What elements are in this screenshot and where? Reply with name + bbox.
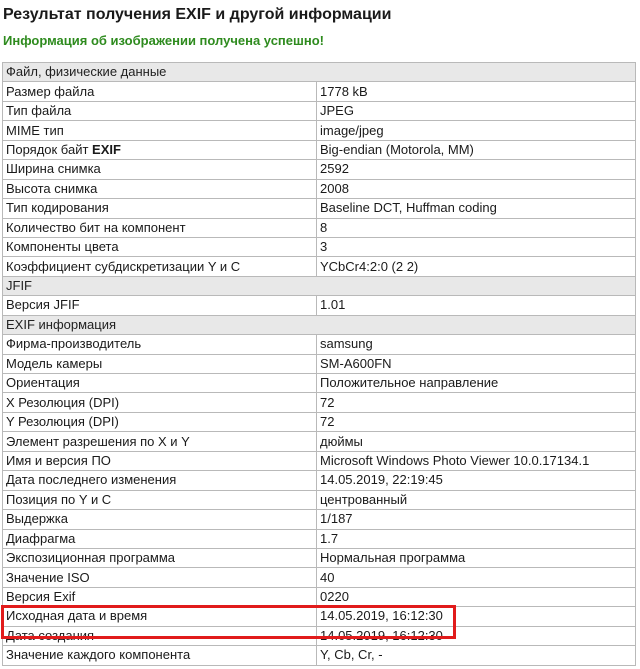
table-row [3, 432, 636, 451]
row-label [3, 432, 317, 451]
section-title: JFIF [3, 276, 636, 295]
row-label [3, 451, 317, 470]
row-value: Microsoft Windows Photo Viewer 10.0.17134.1 [317, 451, 636, 470]
row-label-text: Количество бит на компонент [6, 219, 186, 235]
row-label-text: Элемент разрешения по X и Y [6, 433, 190, 449]
table-row [3, 529, 636, 548]
row-label-text: Значение ISO [6, 569, 90, 585]
table-row [3, 471, 636, 490]
table-row [3, 451, 636, 470]
row-label-text: Выдержка [6, 511, 68, 527]
row-value: 1.01 [317, 296, 636, 315]
row-label [3, 354, 317, 373]
row-label [3, 510, 317, 529]
row-value: SM-A600FN [317, 354, 636, 373]
row-label-text: Диафрагма [6, 530, 76, 546]
section-title: EXIF информация [3, 315, 636, 334]
section-title: Файл, физические данные [3, 63, 636, 82]
row-value: 8 [317, 218, 636, 237]
row-label [3, 140, 317, 159]
row-label [3, 199, 317, 218]
table-row [3, 218, 636, 237]
page-title: Результат получения EXIF и другой информации [3, 6, 392, 23]
row-label [3, 237, 317, 256]
success-message: Информация об изображении получена успешно! [3, 33, 324, 48]
row-label-text: Размер файла [6, 83, 95, 99]
row-label-text: Фирма-производитель [6, 336, 142, 352]
table-row [3, 335, 636, 354]
row-label [3, 548, 317, 567]
row-value: 14.05.2019, 16:12:30 [317, 626, 636, 645]
exif-info-table [2, 62, 636, 666]
table-row [3, 354, 636, 373]
table-row [3, 121, 636, 140]
table-row [3, 140, 636, 159]
row-label-text: Версия Exif [6, 589, 76, 605]
row-label [3, 82, 317, 101]
row-label [3, 607, 317, 626]
row-value: JPEG [317, 101, 636, 120]
table-row [3, 257, 636, 276]
row-value: 14.05.2019, 22:19:45 [317, 471, 636, 490]
table-row [3, 548, 636, 567]
table-row [3, 393, 636, 412]
section-header [3, 315, 636, 334]
row-label-text: Тип файла [6, 103, 72, 119]
table-row [3, 490, 636, 509]
table-row [3, 179, 636, 198]
row-label [3, 393, 317, 412]
table-row [3, 199, 636, 218]
row-label-text: Высота снимка [6, 180, 98, 196]
row-label [3, 179, 317, 198]
row-label-text: Тип кодирования [6, 200, 109, 216]
row-label-text: Позиция по Y и C [6, 491, 112, 507]
row-value: 2008 [317, 179, 636, 198]
row-value: YCbCr4:2:0 (2 2) [317, 257, 636, 276]
row-label [3, 101, 317, 120]
row-label-text: X Резолюция (DPI) [6, 394, 120, 410]
row-label [3, 412, 317, 431]
table-row [3, 510, 636, 529]
table-row [3, 412, 636, 431]
row-value: 14.05.2019, 16:12:30 [317, 607, 636, 626]
section-header [3, 276, 636, 295]
row-label [3, 626, 317, 645]
table-row [3, 374, 636, 393]
table-row [3, 568, 636, 587]
table-row [3, 626, 636, 645]
row-value: 2592 [317, 160, 636, 179]
row-value: Big-endian (Motorola, MM) [317, 140, 636, 159]
row-label [3, 529, 317, 548]
row-label [3, 471, 317, 490]
row-label [3, 646, 317, 665]
table-row [3, 646, 636, 665]
row-label [3, 121, 317, 140]
row-label [3, 374, 317, 393]
row-label [3, 257, 317, 276]
row-value: 0220 [317, 587, 636, 606]
row-value: 72 [317, 393, 636, 412]
row-label [3, 490, 317, 509]
section-header [3, 63, 636, 82]
row-label-text: Версия JFIF [6, 297, 80, 313]
row-value: Baseline DCT, Huffman coding [317, 199, 636, 218]
row-value: 1/187 [317, 510, 636, 529]
row-value: 72 [317, 412, 636, 431]
row-value: 40 [317, 568, 636, 587]
table-row [3, 587, 636, 606]
row-label-text: Экспозиционная программа [6, 550, 176, 566]
row-value: Положительное направление [317, 374, 636, 393]
row-label [3, 296, 317, 315]
row-label [3, 335, 317, 354]
row-label-text: Порядок байт [6, 141, 89, 157]
row-label-text: Ширина снимка [6, 161, 101, 177]
row-label-text: Имя и версия ПО [6, 452, 111, 468]
table-row [3, 296, 636, 315]
row-value: центрованный [317, 490, 636, 509]
row-label-text: Модель камеры [6, 355, 103, 371]
row-value: image/jpeg [317, 121, 636, 140]
row-value: 1.7 [317, 529, 636, 548]
row-label-text: MIME тип [6, 122, 64, 138]
row-label-text: Y Резолюция (DPI) [6, 414, 119, 430]
row-label-text: Коэффициент субдискретизации Y и C [6, 258, 241, 274]
row-value: Нормальная программа [317, 548, 636, 567]
row-label-text: Дата создания [6, 627, 95, 643]
table-row [3, 101, 636, 120]
table-row [3, 82, 636, 101]
row-label-text: Компоненты цвета [6, 239, 119, 255]
row-label-text: Исходная дата и время [6, 608, 148, 624]
table-row [3, 237, 636, 256]
row-label-bold: EXIF [92, 141, 121, 157]
row-label [3, 218, 317, 237]
row-label-text: Дата последнего изменения [6, 472, 177, 488]
table-row [3, 160, 636, 179]
row-label-text: Ориентация [6, 375, 80, 391]
row-value: samsung [317, 335, 636, 354]
row-value: дюймы [317, 432, 636, 451]
table-row [3, 607, 636, 626]
row-value: 1778 kB [317, 82, 636, 101]
row-label [3, 160, 317, 179]
row-label-text: Значение каждого компонента [6, 647, 191, 663]
row-label [3, 587, 317, 606]
row-value: 3 [317, 237, 636, 256]
row-label [3, 568, 317, 587]
row-value: Y, Cb, Cr, - [317, 646, 636, 665]
